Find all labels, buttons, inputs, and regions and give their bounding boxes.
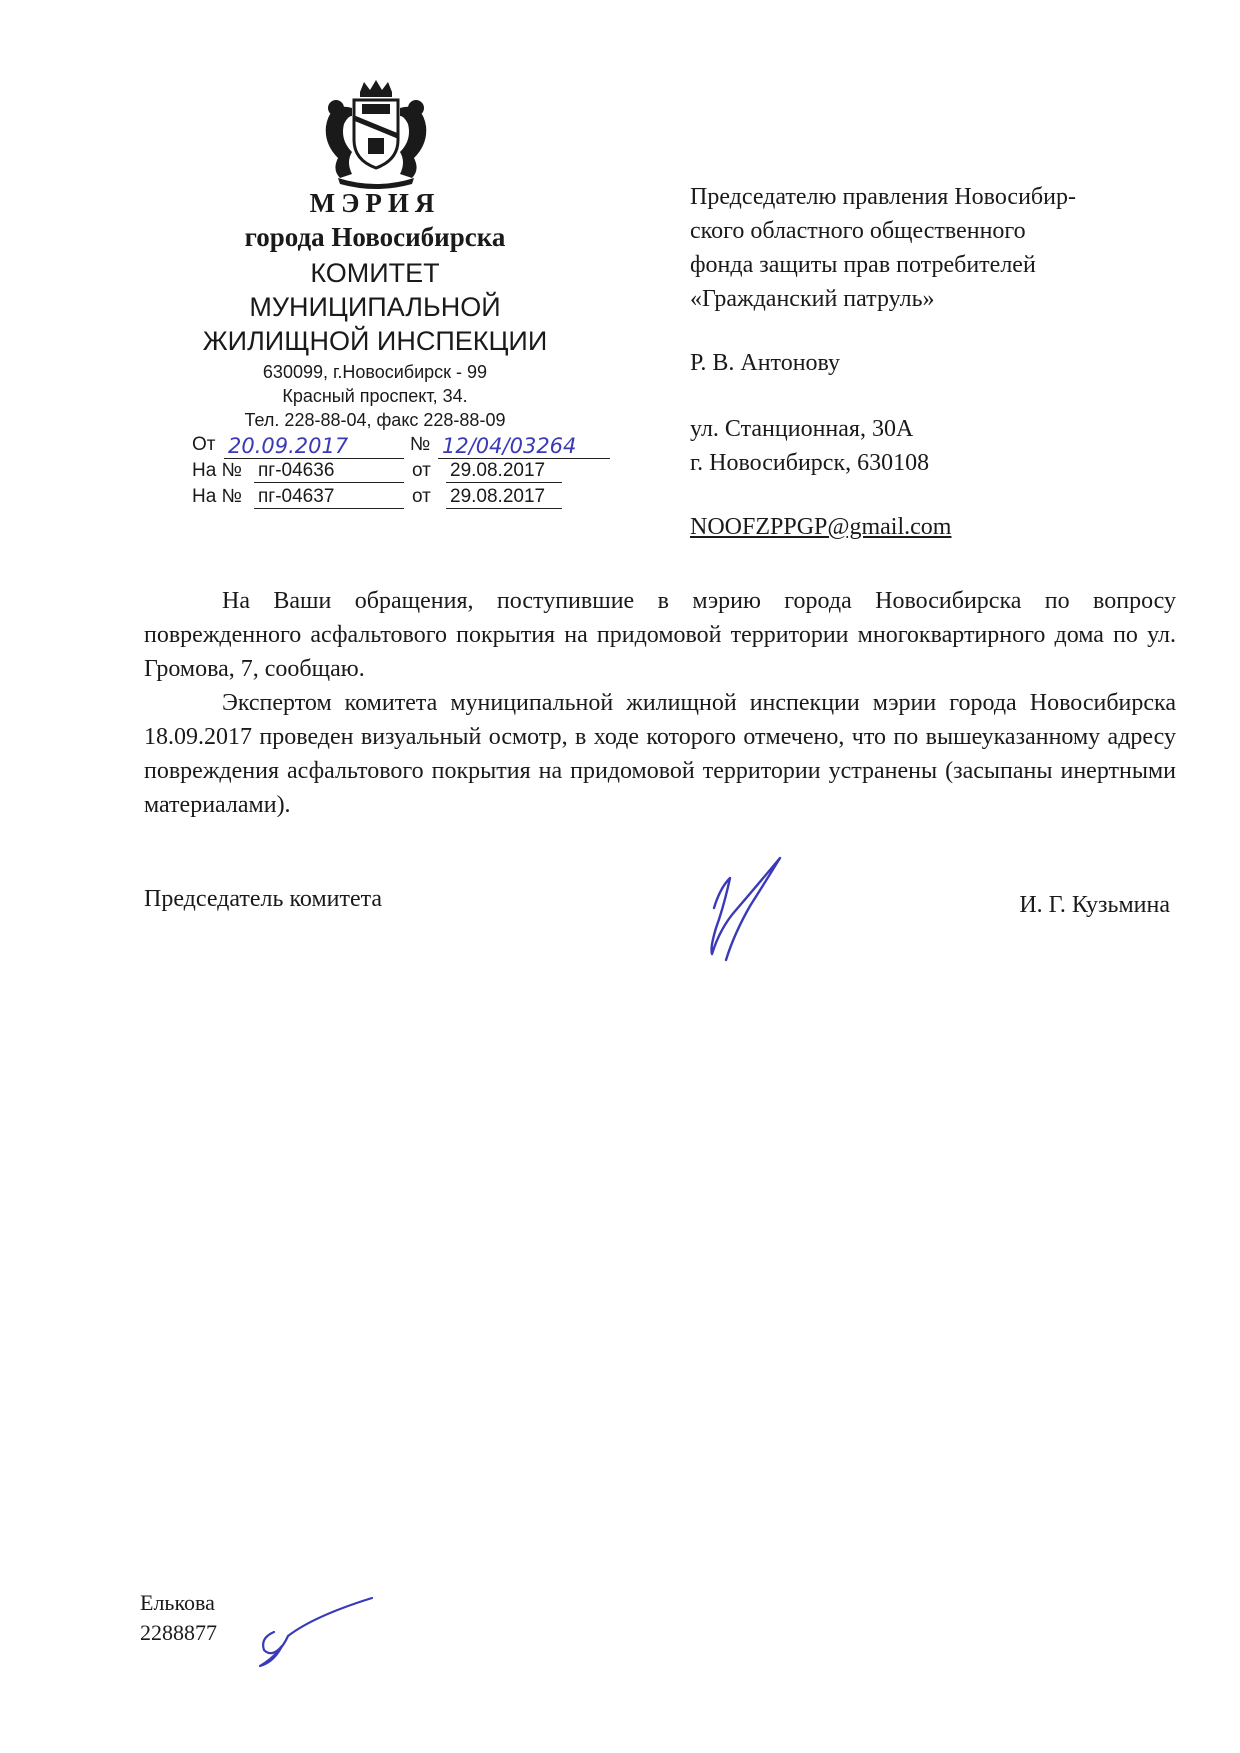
outgoing-date-label: От (192, 434, 216, 455)
letterhead-phones: Тел. 228-88-04, факс 228-88-09 (244, 410, 506, 430)
body-paragraph: На Ваши обращения, поступившие в мэрию города Новосибирска по вопросу поврежденного асфальтового покрытия на придомовой территории многоквартирного дома по ул. Громова, 7, сообщаю. (144, 588, 1176, 682)
body-paragraph: Экспертом комитета муниципальной жилищной инспекции мэрии города Новосибирска 18.09.2017 проведен визуальный осмотр, в ходе которого отмечено, что по вышеуказанному адресу повреждения асфальтового покрытия на придомовой территории устранены (засыпаны инертными материалами). (144, 690, 1176, 818)
signer-title: Председатель комитета (144, 886, 383, 912)
addressee-name: Р. В. Антонову (690, 350, 841, 376)
addressee-line-1: Председателю правления Новосибир- (690, 184, 1076, 210)
addressee-line-4: «Гражданский патруль» (690, 286, 935, 312)
addressee-city: г. Новосибирск, 630108 (690, 450, 930, 476)
handwritten-signature (680, 848, 800, 968)
signer-name: И. Г. Кузьмина (1019, 892, 1170, 918)
letterhead-address-2: Красный проспект, 34. (282, 386, 468, 406)
letterhead-address-1: 630099, г.Новосибирск - 99 (262, 362, 488, 382)
addressee-street: ул. Станционная, 30А (690, 416, 914, 442)
org-name: МЭРИЯ (309, 188, 441, 218)
incoming-date-value: 29.08.2017 (446, 486, 562, 509)
incoming-number-label: На № (192, 460, 242, 481)
department-line-3: ЖИЛИЩНОЙ ИНСПЕКЦИИ (202, 326, 548, 356)
letter-body (144, 584, 1176, 822)
city-coat-of-arms-icon (316, 78, 436, 190)
addressee-line-3: фонда защиты прав потребителей (690, 252, 1036, 278)
department-line-2: МУНИЦИПАЛЬНОЙ (249, 292, 501, 322)
incoming-number-value: пг-04637 (254, 486, 404, 509)
incoming-from-label: от (412, 486, 431, 507)
incoming-from-label: от (412, 460, 431, 481)
executor-name: Елькова (140, 1590, 215, 1615)
incoming-number-label: На № (192, 486, 242, 507)
outgoing-date-value: 20.09.2017 (224, 434, 404, 459)
outgoing-number-label: № (410, 434, 431, 455)
incoming-date-value: 29.08.2017 (446, 460, 562, 483)
incoming-number-value: пг-04636 (254, 460, 404, 483)
handwritten-initials (244, 1588, 384, 1668)
department-line-1: КОМИТЕТ (310, 258, 440, 288)
addressee-line-2: ского областного общественного (690, 218, 1026, 244)
executor-phone: 2288877 (140, 1620, 217, 1645)
org-city: города Новосибирска (244, 222, 506, 252)
outgoing-number-value: 12/04/03264 (438, 434, 610, 459)
addressee-email-link[interactable]: NOOFZPPGP@gmail.com (690, 514, 952, 540)
